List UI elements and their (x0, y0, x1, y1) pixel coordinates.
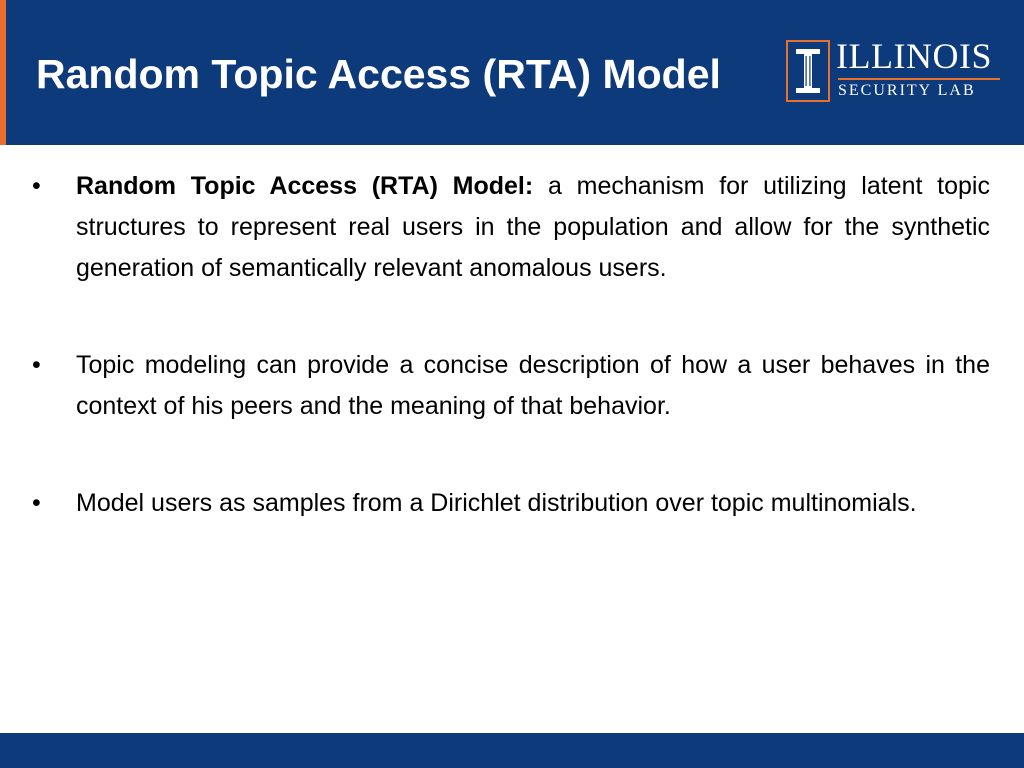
bullet-list (30, 166, 990, 580)
logo-divider (838, 78, 1000, 80)
title-bar (0, 0, 1024, 145)
title-bar-accent-stripe (0, 0, 6, 145)
bullet-text: Topic modeling can provide a concise description of how a user behaves in the context of his peers and the meaning of that behavior. (76, 351, 990, 420)
logo-wordmark-security-lab: SECURITY LAB (838, 82, 976, 99)
bullet-item (30, 166, 990, 289)
logo-wordmark-illinois: ILLINOIS (836, 36, 992, 76)
footer-bar (0, 733, 1024, 768)
bullet-item (30, 483, 990, 524)
illinois-security-lab-logo (786, 36, 1006, 104)
bullet-lead-term: Random Topic Access (RTA) Model: (76, 172, 534, 200)
slide-title: Random Topic Access (RTA) Model (36, 51, 721, 97)
bullet-text: Model users as samples from a Dirichlet distribution over topic multinomials. (76, 489, 917, 517)
bullet-text: a mechanism for utilizing latent topic structures to represent real users in the population and allow for the synthetic generation of semantically relevant anomalous users. (76, 172, 990, 282)
bullet-item (30, 345, 990, 427)
column-icon (786, 40, 830, 102)
